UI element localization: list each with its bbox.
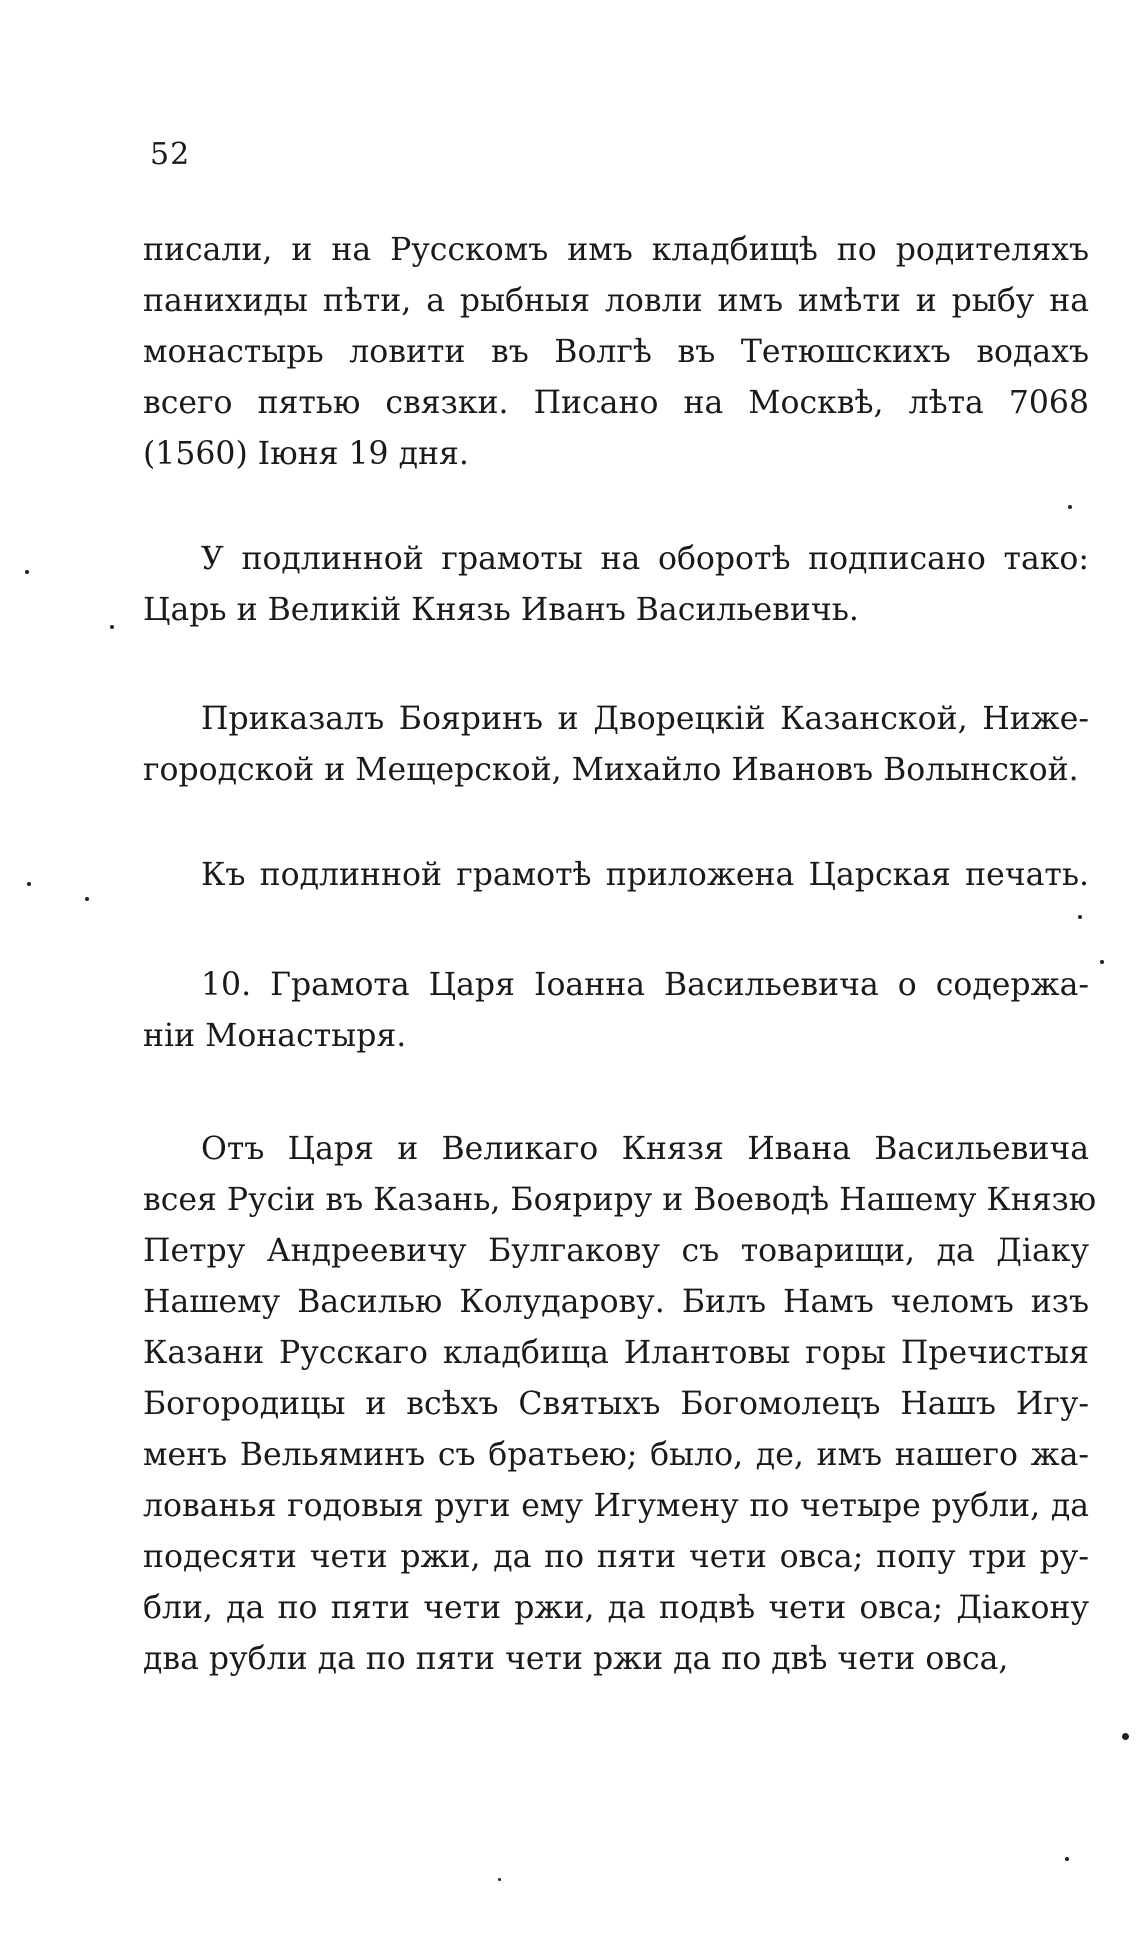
text-line: подесяти чети ржи, да по пяти чети овса; попу три ру- bbox=[143, 1539, 1089, 1575]
text-line: менъ Вельяминъ съ братьею; было, де, имъ нашего жа- bbox=[143, 1437, 1089, 1473]
text-line: Отъ Царя и Великаго Князя Ивана Васильевича bbox=[201, 1131, 1089, 1167]
text-line: Богородицы и всѣхъ Святыхъ Богомолецъ Нашъ Игу- bbox=[143, 1386, 1089, 1422]
text-line: панихиды пѣти, а рыбныя ловли имъ имѣти и рыбу на bbox=[143, 283, 1089, 319]
heading-line: 10. Грамота Царя Іоанна Васильевича о содержа- bbox=[201, 967, 1089, 1003]
seal-note bbox=[143, 850, 1089, 901]
scan-speck bbox=[1100, 960, 1104, 964]
scan-speck bbox=[85, 897, 89, 901]
text-line: всея Русіи въ Казань, Бояриру и Воеводѣ Нашему Князю bbox=[143, 1182, 1097, 1218]
scan-speck bbox=[1065, 1857, 1069, 1861]
text-line: Казани Русскаго кладбища Илантовы горы Пречистыя bbox=[143, 1335, 1089, 1371]
scan-speck bbox=[27, 882, 31, 886]
charter-text bbox=[143, 1124, 1097, 1685]
text-line: (1560) Іюня 19 дня. bbox=[143, 436, 469, 472]
scan-speck bbox=[1122, 1733, 1129, 1740]
text-line: Царь и Великій Князь Иванъ Васильевичь. bbox=[143, 592, 859, 628]
text-line: Петру Андреевичу Булгакову съ товарищи, да Діаку bbox=[143, 1233, 1089, 1269]
text-line: два рубли да по пяти чети ржи да по двѣ чети овса, bbox=[143, 1641, 1009, 1677]
heading-line: ніи Монастыря. bbox=[143, 1018, 407, 1054]
text-line: Приказалъ Бояринъ и Дворецкій Казанской, Ниже- bbox=[201, 701, 1089, 737]
paragraph-continuation bbox=[143, 225, 1089, 480]
scan-speck bbox=[110, 625, 114, 629]
text-line: всего пятью связки. Писано на Москвѣ, лѣта 7068 bbox=[143, 385, 1089, 421]
scan-speck bbox=[1078, 915, 1082, 919]
page-number: 52 bbox=[150, 137, 191, 172]
text-line: монастырь ловити въ Волгѣ въ Тетюшскихъ водахъ bbox=[143, 334, 1089, 370]
signature-note bbox=[143, 534, 1089, 636]
text-line: Нашему Василью Колударову. Билъ Намъ челомъ изъ bbox=[143, 1284, 1089, 1320]
text-line: писали, и на Русскомъ имъ кладбищѣ по родителяхъ bbox=[143, 232, 1089, 268]
text-line: У подлинной грамоты на оборотѣ подписано тако: bbox=[201, 541, 1089, 577]
text-line: городской и Мещерской, Михайло Ивановъ Волынской. bbox=[143, 752, 1079, 788]
scan-speck bbox=[1068, 505, 1072, 509]
scan-speck bbox=[25, 570, 29, 574]
text-line: Къ подлинной грамотѣ приложена Царская печать. bbox=[201, 857, 1089, 893]
section-heading bbox=[143, 960, 1089, 1062]
text-line: лованья годовыя руги ему Игумену по четыре рубли, да bbox=[143, 1488, 1089, 1524]
order-note bbox=[143, 694, 1089, 796]
text-line: бли, да по пяти чети ржи, да подвѣ чети овса; Діакону bbox=[143, 1590, 1089, 1626]
scan-speck bbox=[498, 1878, 501, 1881]
